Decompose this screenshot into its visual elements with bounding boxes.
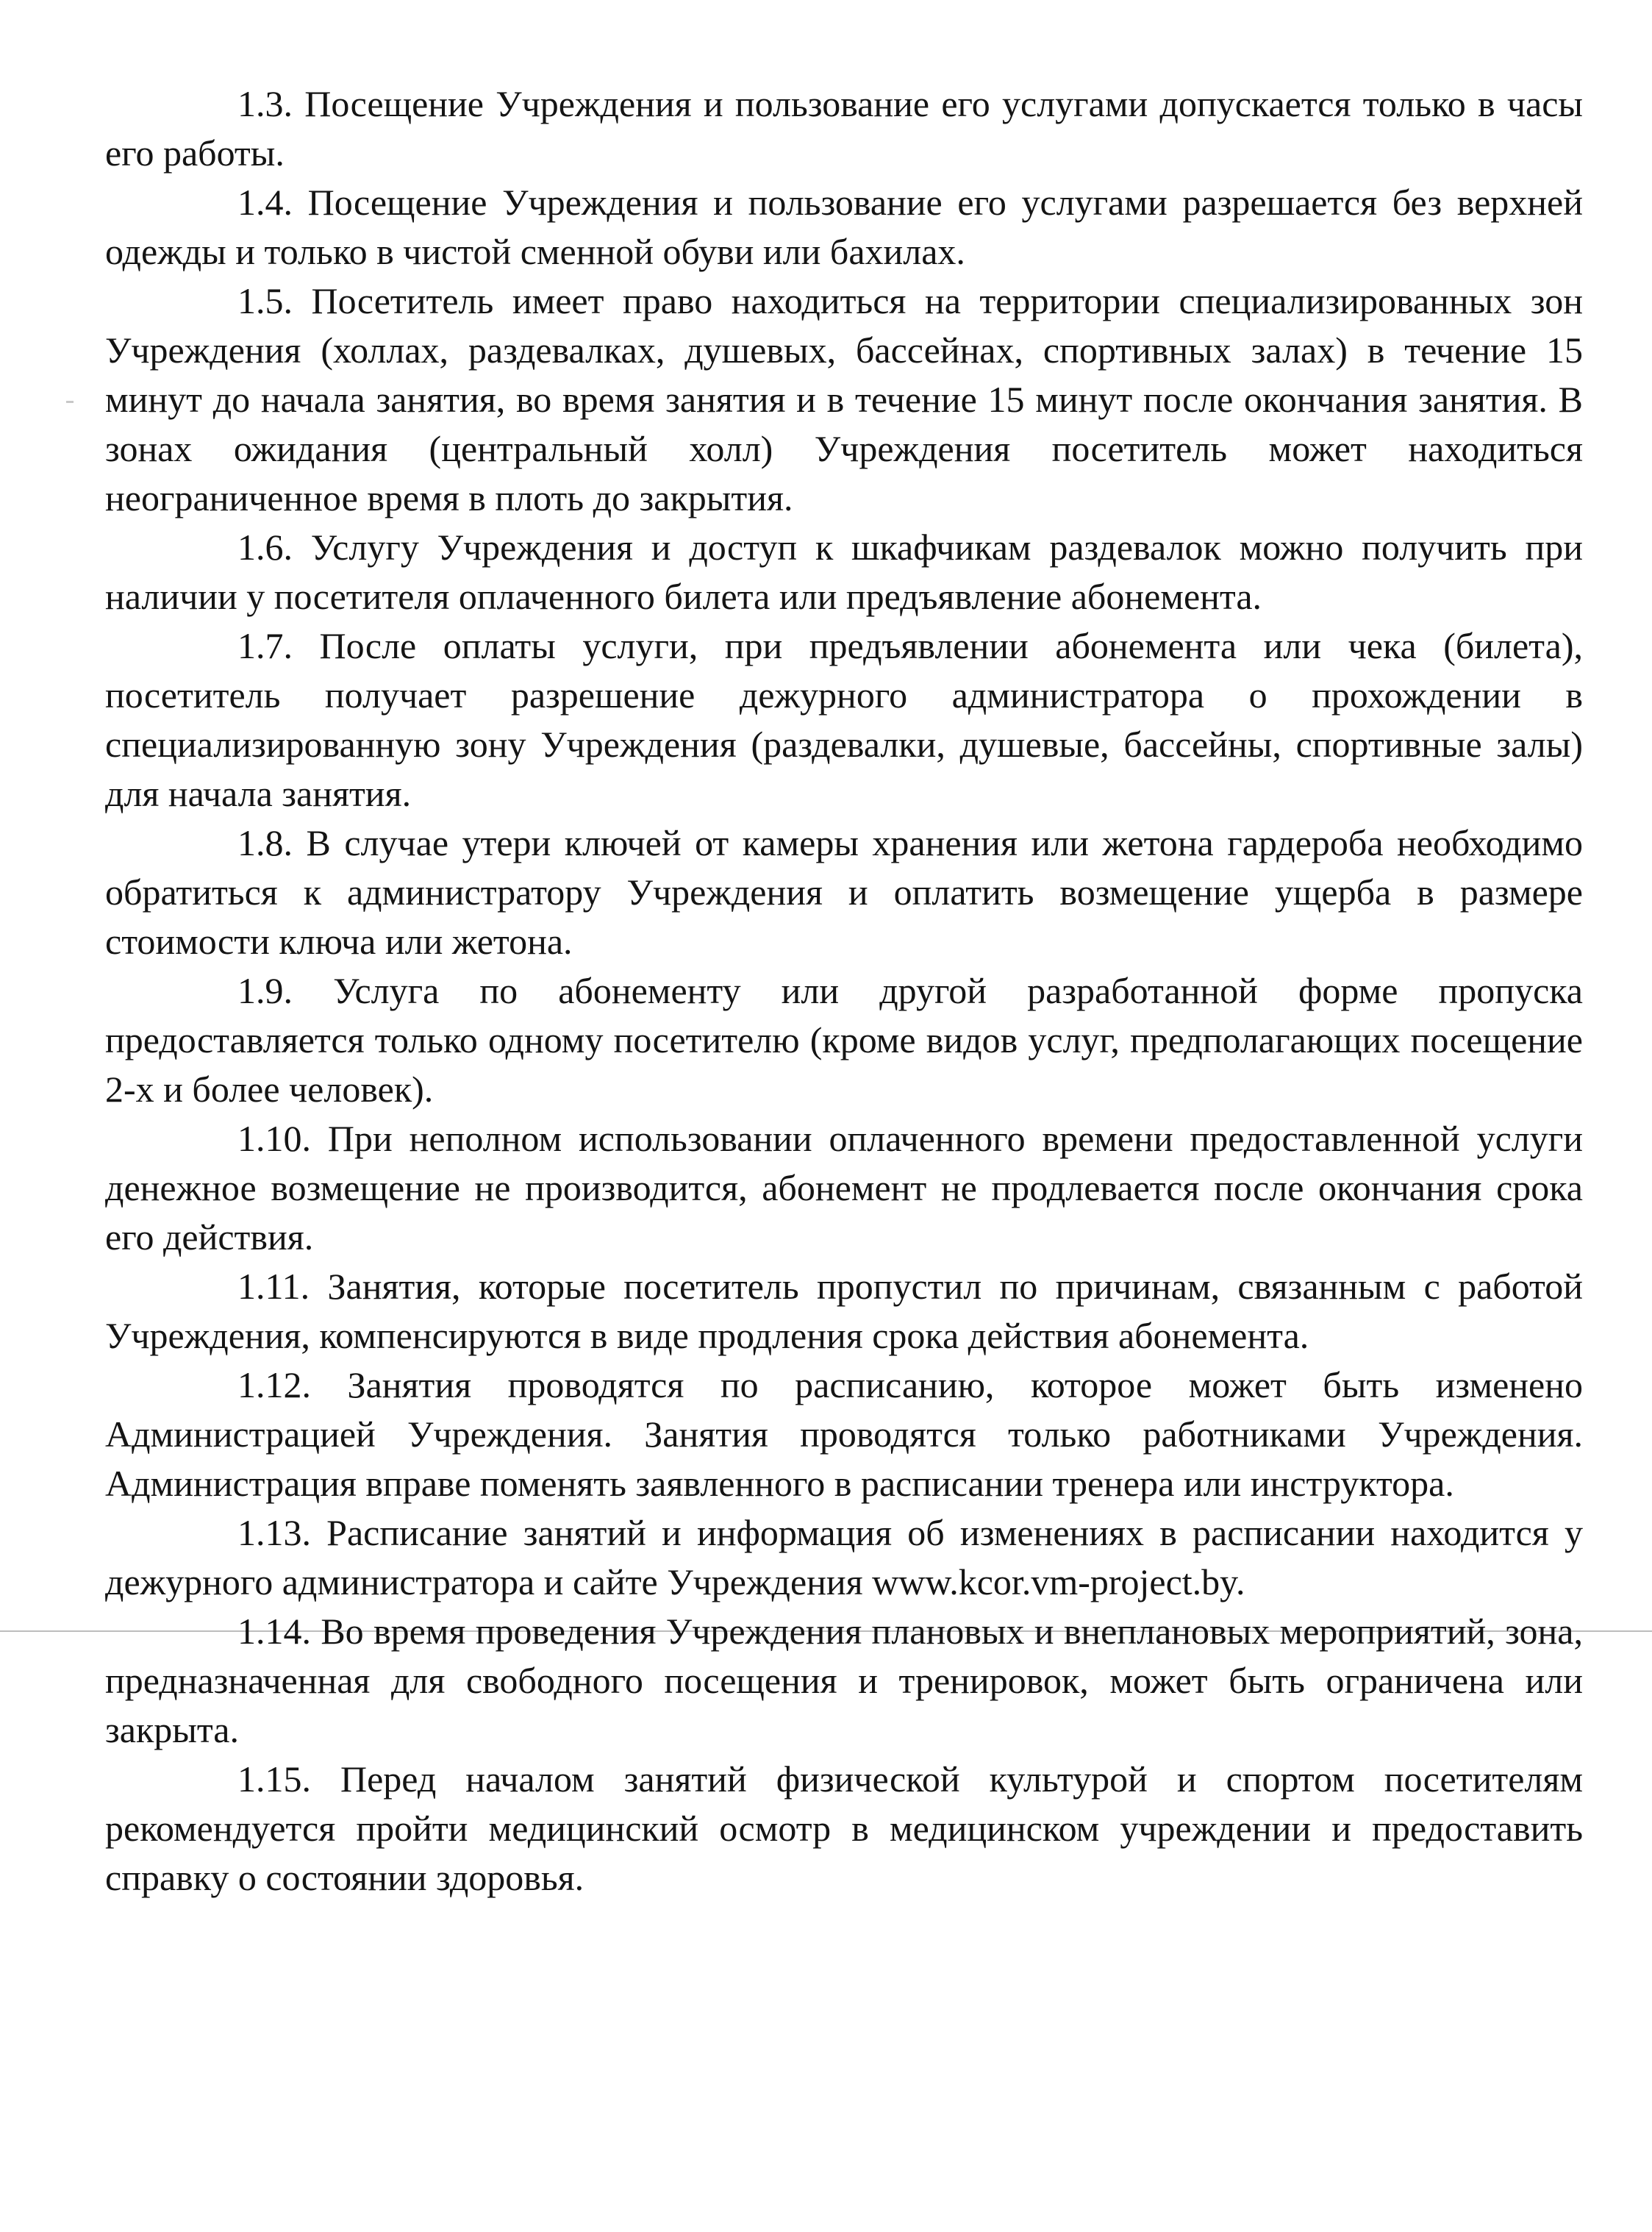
clause-1-11: 1.11. Занятия, которые посетитель пропустил по причинам, связанным с работой Учреждения, компенсируются в виде продления срока действия абонемента.	[105, 1266, 1583, 1356]
clause-1-3: 1.3. Посещение Учреждения и пользование его услугами допускается только в часы его работы.	[105, 83, 1583, 174]
clause-1-4: 1.4. Посещение Учреждения и пользование его услугами разрешается без верхней одежды и только в чистой сменной обуви или бахилах.	[105, 182, 1583, 272]
clause-1-6: 1.6. Услугу Учреждения и доступ к шкафчикам раздевалок можно получить при наличии у посетителя оплаченного билета или предъявление абонемента.	[105, 527, 1583, 617]
document-page	[105, 79, 1583, 1903]
clause-1-9: 1.9. Услуга по абонементу или другой разработанной форме пропуска предоставляется только одному посетителю (кроме видов услуг, предполагающих посещение 2-х и более человек).	[105, 970, 1583, 1110]
clause-1-7: 1.7. После оплаты услуги, при предъявлении абонемента или чека (билета), посетитель получает разрешение дежурного администратора о прохождении в специализированную зону Учреждения (раздевалки, душевые, бассейны, спортивные залы) для начала занятия.	[105, 625, 1583, 814]
clause-1-15: 1.15. Перед началом занятий физической культурой и спортом посетителям рекомендуется пройти медицинский осмотр в медицинском учреждении и предоставить справку о состоянии здоровья.	[105, 1758, 1583, 1898]
clause-1-8: 1.8. В случае утери ключей от камеры хранения или жетона гардероба необходимо обратиться к администратору Учреждения и оплатить возмещение ущерба в размере стоимости ключа или жетона.	[105, 822, 1583, 962]
clause-1-5: 1.5. Посетитель имеет право находиться на территории специализированных зон Учреждения (холлах, раздевалках, душевых, бассейнах, спортивных залах) в течение 15 минут до начала занятия, во время занятия и в течение 15 минут после окончания занятия. В зонах ожидания (центральный холл) Учреждения посетитель может находиться неограниченное время в плоть до закрытия.	[105, 280, 1583, 518]
clause-1-13: 1.13. Расписание занятий и информация об изменениях в расписании находится у дежурного администратора и сайте Учреждения www.kcor.vm-project.by.	[105, 1512, 1583, 1602]
clause-1-14: 1.14. Во время проведения Учреждения плановых и внеплановых мероприятий, зона, предназначенная для свободного посещения и тренировок, может быть ограничена или закрыта.	[105, 1611, 1583, 1750]
scan-artifact-mark	[66, 401, 74, 403]
clause-1-10: 1.10. При неполном использовании оплаченного времени предоставленной услуги денежное возмещение не производится, абонемент не продлевается после окончания срока его действия.	[105, 1118, 1583, 1258]
clause-1-12: 1.12. Занятия проводятся по расписанию, которое может быть изменено Администрацией Учреждения. Занятия проводятся только работниками Учреждения. Администрация вправе поменять заявленного в расписании тренера или инструктора.	[105, 1364, 1583, 1504]
